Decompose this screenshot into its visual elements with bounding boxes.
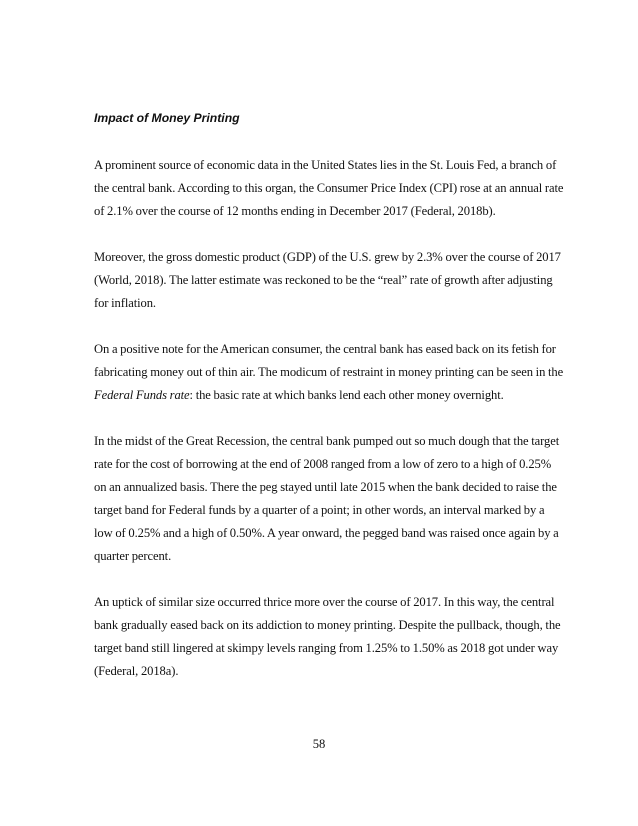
- paragraph-federal-funds: [94, 338, 564, 407]
- paragraph-gdp: Moreover, the gross domestic product (GDP) of the U.S. grew by 2.3% over the course of 2017 (World, 2018). The latter estimate was reckoned to be the “real” rate of growth after adjusting for inflation.: [94, 250, 561, 310]
- paragraph-cpi: A prominent source of economic data in the United States lies in the St. Louis Fed, a branch of the central bank. According to this organ, the Consumer Price Index (CPI) rose at an annual rate of 2.1% over the course of 12 months ending in December 2017 (Federal, 2018b).: [94, 158, 564, 218]
- section-heading: Impact of Money Printing: [94, 111, 240, 125]
- paragraph-2017-uptick: An uptick of similar size occurred thrice more over the course of 2017. In this way, the central bank gradually eased back on its addiction to money printing. Despite the pullback, though, the target band still lingered at skimpy levels ranging from 1.25% to 1.50% as 2018 got under way (Federal, 2018a).: [94, 595, 561, 678]
- federal-funds-rate-term: Federal Funds rate: [94, 388, 190, 402]
- paragraph-federal-funds-text-end: : the basic rate at which banks lend each other money overnight.: [189, 388, 504, 402]
- page-number: 58: [312, 737, 326, 751]
- paragraph-great-recession: In the midst of the Great Recession, the central bank pumped out so much dough that the target rate for the cost of borrowing at the end of 2008 ranged from a low of zero to a high of 0.25% on an annualized basis. There the peg stayed until late 2015 when the bank decided to raise the target band for Federal funds by a quarter of a point; in other words, an interval marked by a low of 0.25% and a high of 0.50%. A year onward, the pegged band was raised once again by a quarter percent.: [94, 434, 560, 563]
- paragraph-federal-funds-text-start: On a positive note for the American consumer, the central bank has eased back on its fetish for fabricating money out of thin air. The modicum of restraint in money printing can be seen in the: [94, 342, 564, 379]
- page-content: [94, 108, 564, 706]
